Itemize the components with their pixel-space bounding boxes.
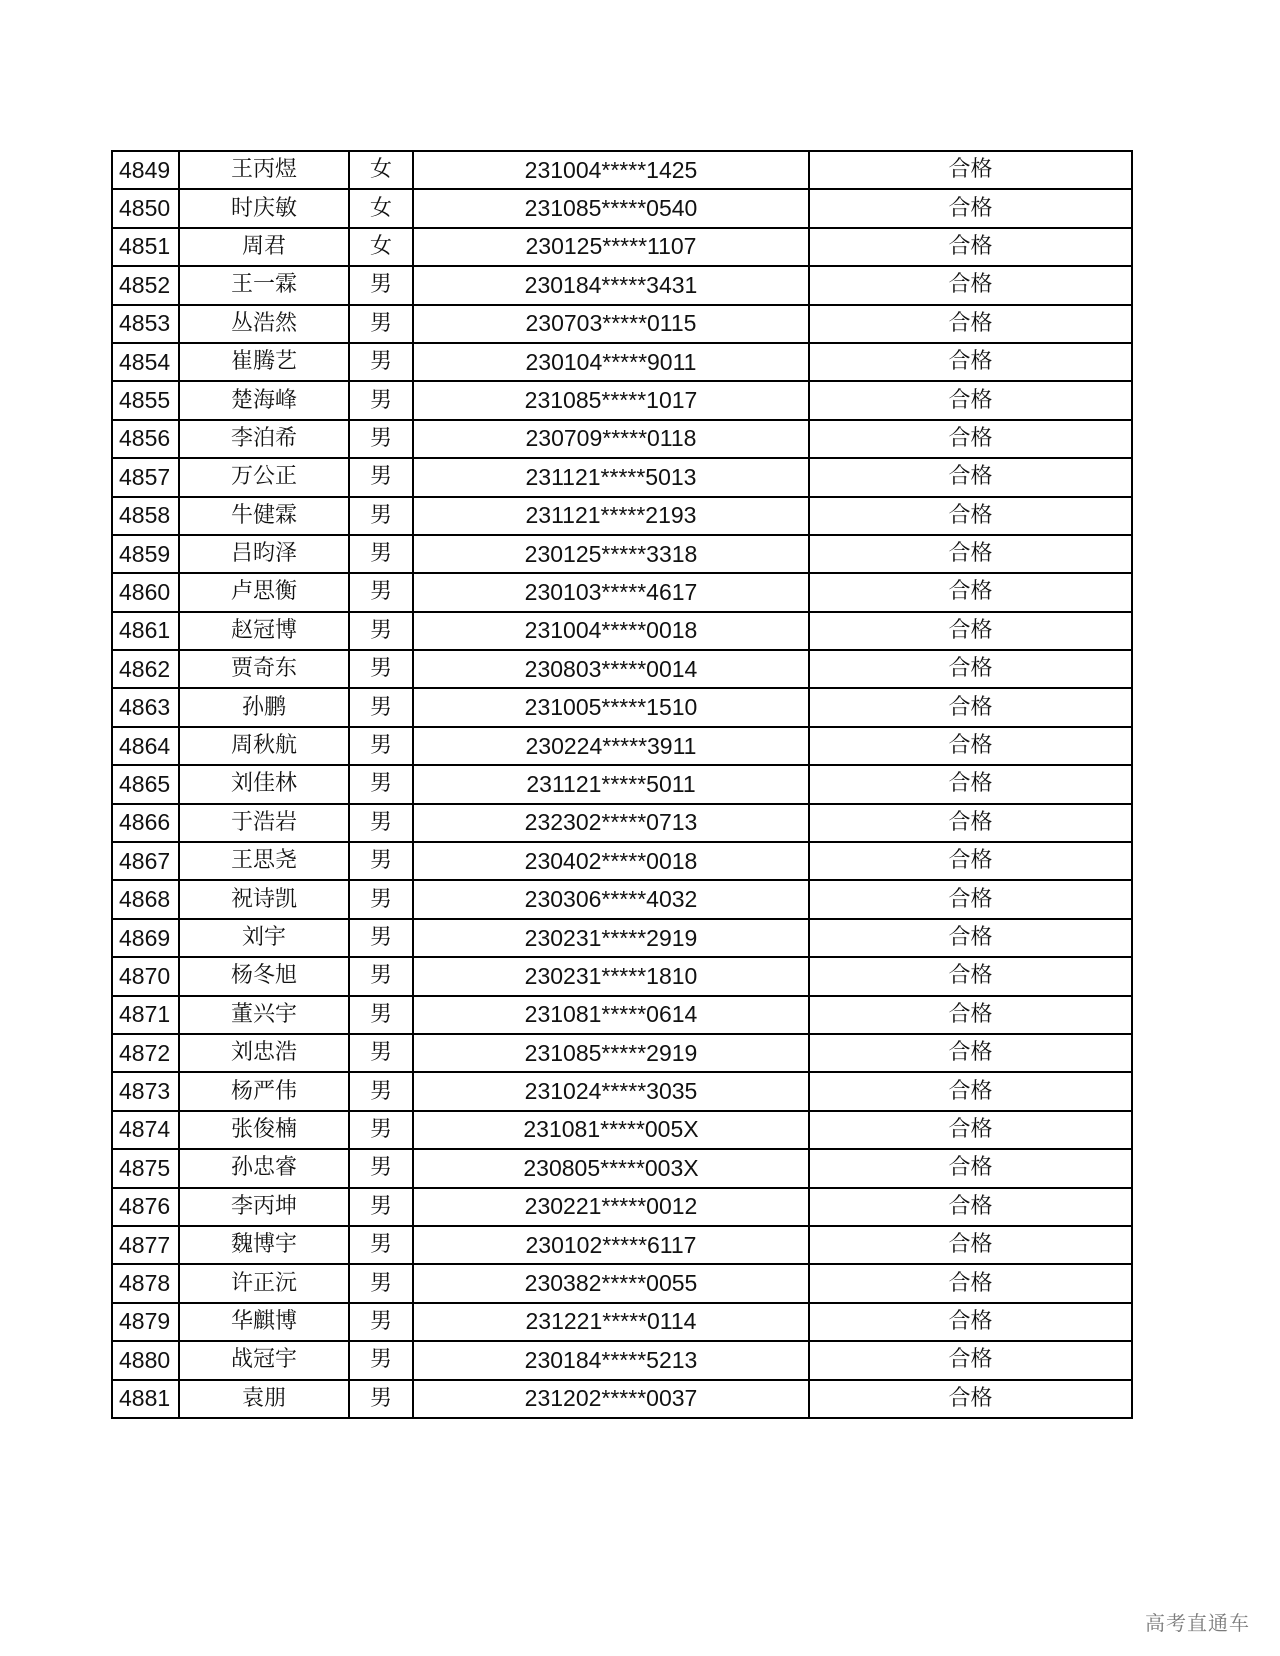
table-row xyxy=(112,266,1132,304)
candidate-name: 时庆敏 xyxy=(179,189,349,227)
candidate-gender: 男 xyxy=(349,420,413,458)
roster-table xyxy=(111,150,1133,1419)
candidate-id-number: 230104*****9011 xyxy=(413,343,809,381)
table-row xyxy=(112,880,1132,918)
candidate-id-number: 231024*****3035 xyxy=(413,1072,809,1110)
candidate-id-number: 230231*****1810 xyxy=(413,957,809,995)
row-number: 4879 xyxy=(112,1303,179,1341)
candidate-name: 李丙坤 xyxy=(179,1188,349,1226)
candidate-gender: 男 xyxy=(349,880,413,918)
candidate-id-number: 231121*****5011 xyxy=(413,765,809,803)
candidate-gender: 男 xyxy=(349,842,413,880)
table-row xyxy=(112,1034,1132,1072)
row-number: 4855 xyxy=(112,381,179,419)
exam-result: 合格 xyxy=(809,804,1132,842)
candidate-gender: 男 xyxy=(349,1303,413,1341)
roster-body xyxy=(112,151,1132,1418)
table-row xyxy=(112,151,1132,189)
candidate-id-number: 230803*****0014 xyxy=(413,650,809,688)
candidate-gender: 男 xyxy=(349,535,413,573)
table-row xyxy=(112,189,1132,227)
exam-result: 合格 xyxy=(809,880,1132,918)
exam-result: 合格 xyxy=(809,1264,1132,1302)
exam-result: 合格 xyxy=(809,650,1132,688)
candidate-gender: 女 xyxy=(349,189,413,227)
table-row xyxy=(112,497,1132,535)
watermark: 高考直通车 xyxy=(1145,1611,1250,1635)
candidate-name: 赵冠博 xyxy=(179,612,349,650)
table-row xyxy=(112,305,1132,343)
candidate-id-number: 230231*****2919 xyxy=(413,919,809,957)
exam-result: 合格 xyxy=(809,1149,1132,1187)
candidate-id-number: 230224*****3911 xyxy=(413,727,809,765)
candidate-gender: 女 xyxy=(349,151,413,189)
exam-result: 合格 xyxy=(809,1034,1132,1072)
table-row xyxy=(112,1226,1132,1264)
table-row xyxy=(112,765,1132,803)
candidate-gender: 男 xyxy=(349,765,413,803)
exam-result: 合格 xyxy=(809,1111,1132,1149)
candidate-name: 王丙煜 xyxy=(179,151,349,189)
candidate-name: 祝诗凯 xyxy=(179,880,349,918)
candidate-gender: 男 xyxy=(349,381,413,419)
candidate-gender: 男 xyxy=(349,305,413,343)
row-number: 4864 xyxy=(112,727,179,765)
table-row xyxy=(112,1380,1132,1418)
row-number: 4852 xyxy=(112,266,179,304)
row-number: 4880 xyxy=(112,1341,179,1379)
table-row xyxy=(112,1264,1132,1302)
table-row xyxy=(112,1072,1132,1110)
row-number: 4856 xyxy=(112,420,179,458)
candidate-id-number: 231004*****1425 xyxy=(413,151,809,189)
candidate-id-number: 231121*****5013 xyxy=(413,458,809,496)
table-row xyxy=(112,535,1132,573)
row-number: 4869 xyxy=(112,919,179,957)
table-row xyxy=(112,573,1132,611)
candidate-id-number: 231085*****2919 xyxy=(413,1034,809,1072)
candidate-gender: 男 xyxy=(349,996,413,1034)
table-row xyxy=(112,1188,1132,1226)
candidate-name: 杨冬旭 xyxy=(179,957,349,995)
candidate-name: 李泊希 xyxy=(179,420,349,458)
candidate-name: 张俊楠 xyxy=(179,1111,349,1149)
candidate-gender: 男 xyxy=(349,688,413,726)
candidate-gender: 女 xyxy=(349,228,413,266)
row-number: 4861 xyxy=(112,612,179,650)
candidate-gender: 男 xyxy=(349,1380,413,1418)
candidate-gender: 男 xyxy=(349,1226,413,1264)
exam-result: 合格 xyxy=(809,1341,1132,1379)
candidate-gender: 男 xyxy=(349,1111,413,1149)
table-row xyxy=(112,1303,1132,1341)
exam-result: 合格 xyxy=(809,1188,1132,1226)
candidate-name: 战冠宇 xyxy=(179,1341,349,1379)
candidate-id-number: 230805*****003X xyxy=(413,1149,809,1187)
exam-result: 合格 xyxy=(809,189,1132,227)
table-row xyxy=(112,420,1132,458)
table-row xyxy=(112,458,1132,496)
table-row xyxy=(112,842,1132,880)
candidate-name: 周君 xyxy=(179,228,349,266)
table-row xyxy=(112,996,1132,1034)
table-row xyxy=(112,1111,1132,1149)
row-number: 4859 xyxy=(112,535,179,573)
candidate-gender: 男 xyxy=(349,266,413,304)
candidate-id-number: 231085*****0540 xyxy=(413,189,809,227)
row-number: 4863 xyxy=(112,688,179,726)
row-number: 4866 xyxy=(112,804,179,842)
candidate-id-number: 231005*****1510 xyxy=(413,688,809,726)
row-number: 4877 xyxy=(112,1226,179,1264)
row-number: 4849 xyxy=(112,151,179,189)
candidate-gender: 男 xyxy=(349,612,413,650)
exam-result: 合格 xyxy=(809,497,1132,535)
candidate-id-number: 230221*****0012 xyxy=(413,1188,809,1226)
exam-result: 合格 xyxy=(809,535,1132,573)
candidate-name: 丛浩然 xyxy=(179,305,349,343)
candidate-name: 崔腾艺 xyxy=(179,343,349,381)
candidate-id-number: 231202*****0037 xyxy=(413,1380,809,1418)
candidate-gender: 男 xyxy=(349,919,413,957)
candidate-name: 于浩岩 xyxy=(179,804,349,842)
row-number: 4867 xyxy=(112,842,179,880)
candidate-gender: 男 xyxy=(349,1072,413,1110)
table-row xyxy=(112,727,1132,765)
exam-result: 合格 xyxy=(809,919,1132,957)
candidate-name: 楚海峰 xyxy=(179,381,349,419)
exam-result: 合格 xyxy=(809,228,1132,266)
row-number: 4875 xyxy=(112,1149,179,1187)
candidate-gender: 男 xyxy=(349,650,413,688)
exam-result: 合格 xyxy=(809,1380,1132,1418)
exam-result: 合格 xyxy=(809,420,1132,458)
candidate-gender: 男 xyxy=(349,458,413,496)
exam-result: 合格 xyxy=(809,996,1132,1034)
row-number: 4862 xyxy=(112,650,179,688)
exam-result: 合格 xyxy=(809,727,1132,765)
table-row xyxy=(112,688,1132,726)
candidate-name: 袁朋 xyxy=(179,1380,349,1418)
row-number: 4878 xyxy=(112,1264,179,1302)
candidate-name: 万公正 xyxy=(179,458,349,496)
candidate-name: 卢思衡 xyxy=(179,573,349,611)
row-number: 4873 xyxy=(112,1072,179,1110)
exam-result: 合格 xyxy=(809,1303,1132,1341)
candidate-id-number: 231221*****0114 xyxy=(413,1303,809,1341)
candidate-name: 刘佳林 xyxy=(179,765,349,803)
exam-result: 合格 xyxy=(809,151,1132,189)
table-row xyxy=(112,804,1132,842)
row-number: 4860 xyxy=(112,573,179,611)
row-number: 4871 xyxy=(112,996,179,1034)
candidate-name: 王思尧 xyxy=(179,842,349,880)
row-number: 4870 xyxy=(112,957,179,995)
candidate-name: 杨严伟 xyxy=(179,1072,349,1110)
candidate-id-number: 230125*****1107 xyxy=(413,228,809,266)
candidate-name: 贾奇东 xyxy=(179,650,349,688)
exam-result: 合格 xyxy=(809,381,1132,419)
exam-result: 合格 xyxy=(809,573,1132,611)
candidate-gender: 男 xyxy=(349,1188,413,1226)
table-row xyxy=(112,343,1132,381)
candidate-id-number: 230703*****0115 xyxy=(413,305,809,343)
candidate-id-number: 230306*****4032 xyxy=(413,880,809,918)
exam-result: 合格 xyxy=(809,842,1132,880)
exam-result: 合格 xyxy=(809,343,1132,381)
row-number: 4868 xyxy=(112,880,179,918)
candidate-id-number: 230184*****5213 xyxy=(413,1341,809,1379)
candidate-name: 周秋航 xyxy=(179,727,349,765)
exam-result: 合格 xyxy=(809,1226,1132,1264)
table-row xyxy=(112,381,1132,419)
table-row xyxy=(112,1341,1132,1379)
candidate-name: 董兴宇 xyxy=(179,996,349,1034)
candidate-id-number: 230382*****0055 xyxy=(413,1264,809,1302)
candidate-id-number: 230103*****4617 xyxy=(413,573,809,611)
candidate-name: 吕昀泽 xyxy=(179,535,349,573)
row-number: 4858 xyxy=(112,497,179,535)
exam-result: 合格 xyxy=(809,266,1132,304)
candidate-id-number: 232302*****0713 xyxy=(413,804,809,842)
table-row xyxy=(112,650,1132,688)
candidate-id-number: 230402*****0018 xyxy=(413,842,809,880)
row-number: 4876 xyxy=(112,1188,179,1226)
candidate-id-number: 231085*****1017 xyxy=(413,381,809,419)
row-number: 4857 xyxy=(112,458,179,496)
exam-result: 合格 xyxy=(809,1072,1132,1110)
candidate-gender: 男 xyxy=(349,804,413,842)
candidate-id-number: 231121*****2193 xyxy=(413,497,809,535)
candidate-id-number: 231004*****0018 xyxy=(413,612,809,650)
exam-result: 合格 xyxy=(809,688,1132,726)
candidate-name: 刘忠浩 xyxy=(179,1034,349,1072)
candidate-id-number: 230709*****0118 xyxy=(413,420,809,458)
candidate-id-number: 231081*****005X xyxy=(413,1111,809,1149)
candidate-id-number: 230102*****6117 xyxy=(413,1226,809,1264)
row-number: 4851 xyxy=(112,228,179,266)
candidate-name: 牛健霖 xyxy=(179,497,349,535)
candidate-gender: 男 xyxy=(349,1341,413,1379)
exam-result: 合格 xyxy=(809,458,1132,496)
exam-result: 合格 xyxy=(809,765,1132,803)
row-number: 4881 xyxy=(112,1380,179,1418)
candidate-name: 孙鹏 xyxy=(179,688,349,726)
candidate-name: 孙忠睿 xyxy=(179,1149,349,1187)
candidate-name: 刘宇 xyxy=(179,919,349,957)
candidate-name: 许正沅 xyxy=(179,1264,349,1302)
row-number: 4853 xyxy=(112,305,179,343)
candidate-id-number: 230184*****3431 xyxy=(413,266,809,304)
candidate-gender: 男 xyxy=(349,343,413,381)
candidate-gender: 男 xyxy=(349,573,413,611)
candidate-name: 华麒博 xyxy=(179,1303,349,1341)
row-number: 4850 xyxy=(112,189,179,227)
candidate-id-number: 231081*****0614 xyxy=(413,996,809,1034)
candidate-gender: 男 xyxy=(349,497,413,535)
row-number: 4854 xyxy=(112,343,179,381)
candidate-gender: 男 xyxy=(349,1034,413,1072)
candidate-gender: 男 xyxy=(349,957,413,995)
row-number: 4874 xyxy=(112,1111,179,1149)
exam-result: 合格 xyxy=(809,957,1132,995)
table-row xyxy=(112,1149,1132,1187)
table-row xyxy=(112,957,1132,995)
candidate-id-number: 230125*****3318 xyxy=(413,535,809,573)
table-row xyxy=(112,228,1132,266)
candidate-gender: 男 xyxy=(349,1149,413,1187)
row-number: 4865 xyxy=(112,765,179,803)
candidate-gender: 男 xyxy=(349,1264,413,1302)
row-number: 4872 xyxy=(112,1034,179,1072)
candidate-gender: 男 xyxy=(349,727,413,765)
candidate-name: 魏博宇 xyxy=(179,1226,349,1264)
exam-result: 合格 xyxy=(809,305,1132,343)
candidate-name: 王一霖 xyxy=(179,266,349,304)
table-row xyxy=(112,612,1132,650)
exam-result: 合格 xyxy=(809,612,1132,650)
table-row xyxy=(112,919,1132,957)
